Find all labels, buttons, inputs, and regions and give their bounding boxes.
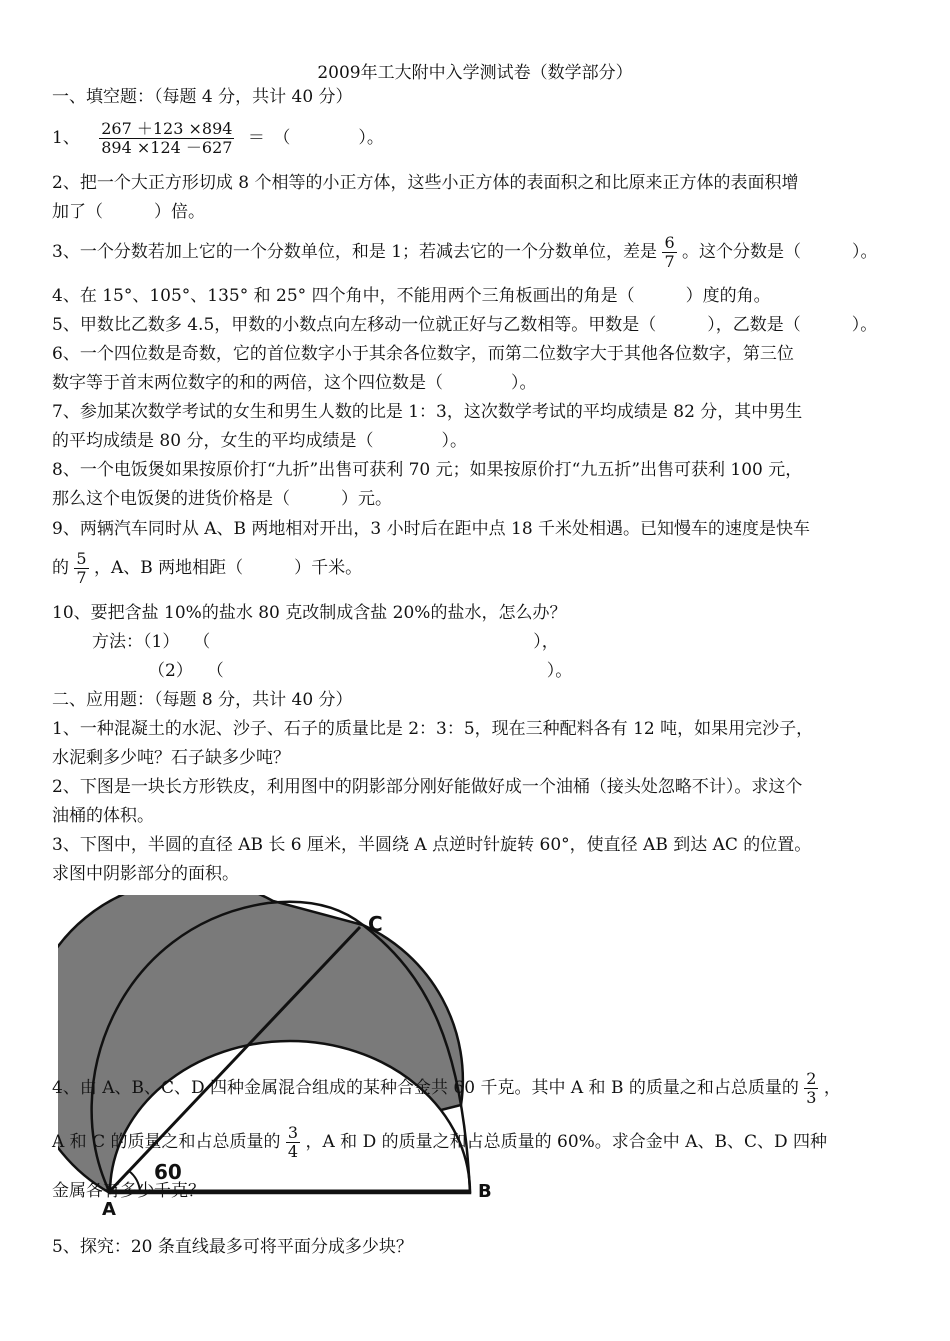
app-question-3-line-2: 求图中阴影部分的面积。 xyxy=(52,864,239,884)
question-9-line-1: 9、两辆汽车同时从 A、B 两地相对开出，3 小时后在距中点 18 千米处相遇。已知慢车的速度是快车 xyxy=(52,519,811,539)
app-question-4-fraction-1 xyxy=(804,1070,818,1107)
angle-label: 60 xyxy=(154,1160,182,1184)
app-question-4-line-1 xyxy=(52,1070,841,1107)
question-10-line-1: 10、要把含盐 10%的盐水 80 克改制成含盐 20%的盐水，怎么办？ xyxy=(52,603,567,623)
label-c: C xyxy=(368,912,383,936)
question-3-text-before: 3、一个分数若加上它的一个分数单位，和是 1；若减去它的一个分数单位，差是 xyxy=(52,242,658,262)
app-question-4-line-3: 金属各有多少千克？ xyxy=(52,1181,205,1201)
label-b: B xyxy=(478,1181,492,1202)
question-3-numerator: 6 xyxy=(664,233,675,252)
app-question-3-line-1: 3、下图中，半圆的直径 AB 长 6 厘米，半圆绕 A 点逆时针旋转 60°，使直径 AB 到达 AC 的位置。 xyxy=(52,835,812,855)
question-5: 5、甲数比乙数多 4.5，甲数的小数点向左移动一位就正好与乙数相等。甲数是（ ），乙数是（ ）。 xyxy=(52,315,878,335)
question-2-line-2: 加了（ ）倍。 xyxy=(52,202,205,222)
question-3-denominator: 7 xyxy=(664,252,675,271)
section-heading-application: 二、应用题：（每题 8 分，共计 40 分） xyxy=(52,690,353,710)
question-10-method-2: （2） （ ）。 xyxy=(148,661,573,681)
app-question-4-text-after-2: ，A 和 D 的质量之和占总质量的 60%。求合金中 A、B、C、D 四种 xyxy=(305,1132,828,1152)
question-1-suffix: ＝ （ ）。 xyxy=(247,128,384,148)
app-question-4-fraction-2 xyxy=(286,1124,300,1161)
label-a: A xyxy=(102,1199,116,1220)
question-8-line-1: 8、一个电饭煲如果按原价打“九折”出售可获利 70 元；如果按原价打“九五折”出售可获利 100 元， xyxy=(52,460,803,480)
question-7-line-1: 7、参加某次数学考试的女生和男生人数的比是 1：3，这次数学考试的平均成绩是 82 分，其中男生 xyxy=(52,402,803,422)
question-1-fraction xyxy=(99,120,234,157)
question-10-method-1: 方法：（1） （ ）， xyxy=(92,632,559,652)
question-1-denominator: 894 ×124 －627 xyxy=(101,138,233,157)
question-1 xyxy=(52,120,384,157)
question-1-prefix: 1、 xyxy=(52,128,80,148)
question-3 xyxy=(52,234,878,271)
semicircle-rotation-figure xyxy=(58,895,508,1220)
app-question-4-text-before-2: A 和 C 的质量之和占总质量的 xyxy=(52,1132,281,1152)
question-8-line-2: 那么这个电饭煲的进货价格是（ ）元。 xyxy=(52,489,392,509)
section-heading-fill-in: 一、填空题：（每题 4 分，共计 40 分） xyxy=(52,87,353,107)
question-7-line-2: 的平均成绩是 80 分，女生的平均成绩是（ ）。 xyxy=(52,431,467,451)
app-question-4-numerator-1: 2 xyxy=(806,1069,817,1088)
app-question-4-numerator-2: 3 xyxy=(287,1123,299,1142)
question-3-fraction xyxy=(662,234,676,271)
question-4: 4、在 15°、105°、135° 和 25° 四个角中，不能用两个三角板画出的角是（ ）度的角。 xyxy=(52,286,771,306)
app-question-1-line-1: 1、一种混凝土的水泥、沙子、石子的质量比是 2：3：5，现在三种配料各有 12 吨，如果用完沙子， xyxy=(52,719,814,739)
page-title: 2009年工大附中入学测试卷（数学部分） xyxy=(317,63,633,83)
app-question-4-denominator-1: 3 xyxy=(806,1088,817,1107)
question-9-fraction xyxy=(74,550,88,587)
question-1-numerator: 267 ＋123 ×894 xyxy=(101,119,233,138)
question-9-denominator: 7 xyxy=(76,568,87,587)
app-question-4-denominator-2: 4 xyxy=(287,1142,299,1161)
question-2-line-1: 2、把一个大正方形切成 8 个相等的小正方体，这些小正方体的表面积之和比原来正方体的表面积增 xyxy=(52,173,799,193)
question-9-numerator: 5 xyxy=(76,549,87,568)
app-question-2-line-2: 油桶的体积。 xyxy=(52,806,154,826)
question-6-line-1: 6、一个四位数是奇数，它的首位数字小于其余各位数字，而第二位数字大于其他各位数字，第三位 xyxy=(52,344,794,364)
app-question-4-line-2 xyxy=(52,1124,827,1161)
question-3-text-after: 。这个分数是（ ）。 xyxy=(682,242,878,262)
question-9-text-before: 的 xyxy=(52,558,69,578)
app-question-4-text-after-1: ， xyxy=(823,1078,841,1098)
app-question-5: 5、探究：20 条直线最多可将平面分成多少块？ xyxy=(52,1237,413,1257)
question-6-line-2: 数字等于首末两位数字的和的两倍，这个四位数是（ ）。 xyxy=(52,373,537,393)
app-question-4-text-before-1: 4、由 A、B、C、D 四种金属混合组成的某种合金共 60 千克。其中 A 和 B 的质量之和占总质量的 xyxy=(52,1078,799,1098)
app-question-1-line-2: 水泥剩多少吨？石子缺多少吨？ xyxy=(52,748,290,768)
app-question-2-line-1: 2、下图是一块长方形铁皮，利用图中的阴影部分刚好能做好成一个油桶（接头处忽略不计）。求这个 xyxy=(52,777,803,797)
question-9-text-after: ，A、B 两地相距（ ）千米。 xyxy=(94,558,363,578)
question-9-line-2 xyxy=(52,550,362,587)
